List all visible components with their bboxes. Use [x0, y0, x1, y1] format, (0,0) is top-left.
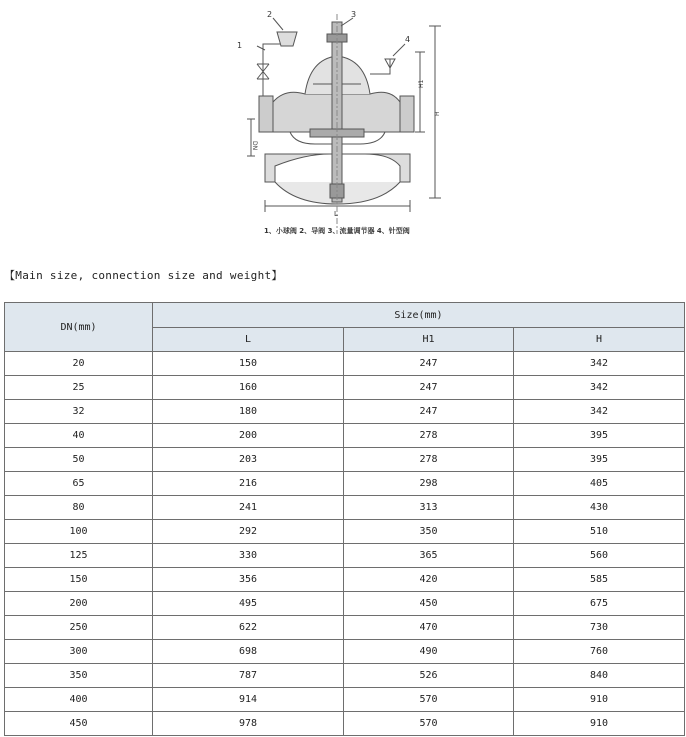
table-cell: 32	[5, 400, 153, 424]
table-row	[5, 664, 685, 688]
table-body	[5, 352, 685, 736]
table-cell: 450	[5, 712, 153, 736]
table-cell: 470	[344, 616, 514, 640]
table-row	[5, 376, 685, 400]
dim-label-l: L	[334, 210, 338, 218]
col-header-h1: H1	[344, 328, 514, 352]
table-cell: 400	[5, 688, 153, 712]
table-row	[5, 424, 685, 448]
table-row	[5, 472, 685, 496]
table-row	[5, 496, 685, 520]
dim-label-dn: DN	[251, 141, 258, 151]
table-cell: 65	[5, 472, 153, 496]
valve-diagram	[235, 4, 450, 244]
table-cell: 570	[344, 712, 514, 736]
table-cell: 298	[344, 472, 514, 496]
table-cell: 910	[514, 688, 685, 712]
table-cell: 622	[153, 616, 344, 640]
table-cell: 25	[5, 376, 153, 400]
table-row	[5, 568, 685, 592]
table-cell: 342	[514, 352, 685, 376]
table-cell: 342	[514, 400, 685, 424]
table-cell: 450	[344, 592, 514, 616]
callout-2: 2	[267, 10, 273, 19]
table-cell: 313	[344, 496, 514, 520]
callout-1: 1	[237, 41, 243, 50]
table-cell: 840	[514, 664, 685, 688]
table-cell: 490	[344, 640, 514, 664]
table-cell: 342	[514, 376, 685, 400]
table-cell: 100	[5, 520, 153, 544]
diagram-caption: 1、小球阀 2、导阀 3、流量调节器 4、针型阀	[264, 227, 410, 235]
table-cell: 216	[153, 472, 344, 496]
table-row	[5, 688, 685, 712]
col-header-h: H	[514, 328, 685, 352]
table-cell: 200	[153, 424, 344, 448]
table-cell: 495	[153, 592, 344, 616]
table-row	[5, 544, 685, 568]
table-cell: 125	[5, 544, 153, 568]
table-cell: 570	[344, 688, 514, 712]
table-row	[5, 520, 685, 544]
table-cell: 292	[153, 520, 344, 544]
table-cell: 787	[153, 664, 344, 688]
table-cell: 585	[514, 568, 685, 592]
table-row	[5, 352, 685, 376]
table-cell: 675	[514, 592, 685, 616]
table-cell: 914	[153, 688, 344, 712]
table-cell: 241	[153, 496, 344, 520]
col-header-l: L	[153, 328, 344, 352]
table-cell: 150	[5, 568, 153, 592]
table-row	[5, 592, 685, 616]
table-cell: 730	[514, 616, 685, 640]
table-cell: 180	[153, 400, 344, 424]
table-cell: 510	[514, 520, 685, 544]
table-cell: 365	[344, 544, 514, 568]
callout-3: 3	[351, 10, 357, 19]
table-cell: 278	[344, 424, 514, 448]
table-cell: 50	[5, 448, 153, 472]
table-cell: 760	[514, 640, 685, 664]
table-cell: 330	[153, 544, 344, 568]
table-cell: 395	[514, 424, 685, 448]
table-cell: 350	[5, 664, 153, 688]
table-row	[5, 448, 685, 472]
table-cell: 698	[153, 640, 344, 664]
table-row	[5, 616, 685, 640]
table-cell: 300	[5, 640, 153, 664]
table-cell: 405	[514, 472, 685, 496]
table-cell: 250	[5, 616, 153, 640]
table-cell: 350	[344, 520, 514, 544]
table-row	[5, 400, 685, 424]
dim-label-h: H	[434, 111, 441, 116]
table-cell: 978	[153, 712, 344, 736]
table-cell: 278	[344, 448, 514, 472]
dimensions-table	[4, 302, 685, 736]
table-cell: 910	[514, 712, 685, 736]
table-cell: 20	[5, 352, 153, 376]
table-row	[5, 712, 685, 736]
table-cell: 420	[344, 568, 514, 592]
valve-cross-section-drawing	[235, 4, 450, 244]
dim-label-h1: H1	[418, 79, 425, 88]
section-heading: 【Main size, connection size and weight】	[4, 269, 283, 282]
table-cell: 247	[344, 376, 514, 400]
table-cell: 395	[514, 448, 685, 472]
table-cell: 203	[153, 448, 344, 472]
table-cell: 247	[344, 400, 514, 424]
table-row	[5, 640, 685, 664]
size-header: Size(mm)	[153, 303, 685, 328]
table-cell: 356	[153, 568, 344, 592]
table-cell: 160	[153, 376, 344, 400]
table-cell: 247	[344, 352, 514, 376]
table-cell: 40	[5, 424, 153, 448]
callout-4: 4	[405, 35, 411, 44]
table-cell: 150	[153, 352, 344, 376]
dn-header: DN(mm)	[5, 303, 153, 352]
table-cell: 560	[514, 544, 685, 568]
table-cell: 430	[514, 496, 685, 520]
table-cell: 526	[344, 664, 514, 688]
table-cell: 200	[5, 592, 153, 616]
table-cell: 80	[5, 496, 153, 520]
